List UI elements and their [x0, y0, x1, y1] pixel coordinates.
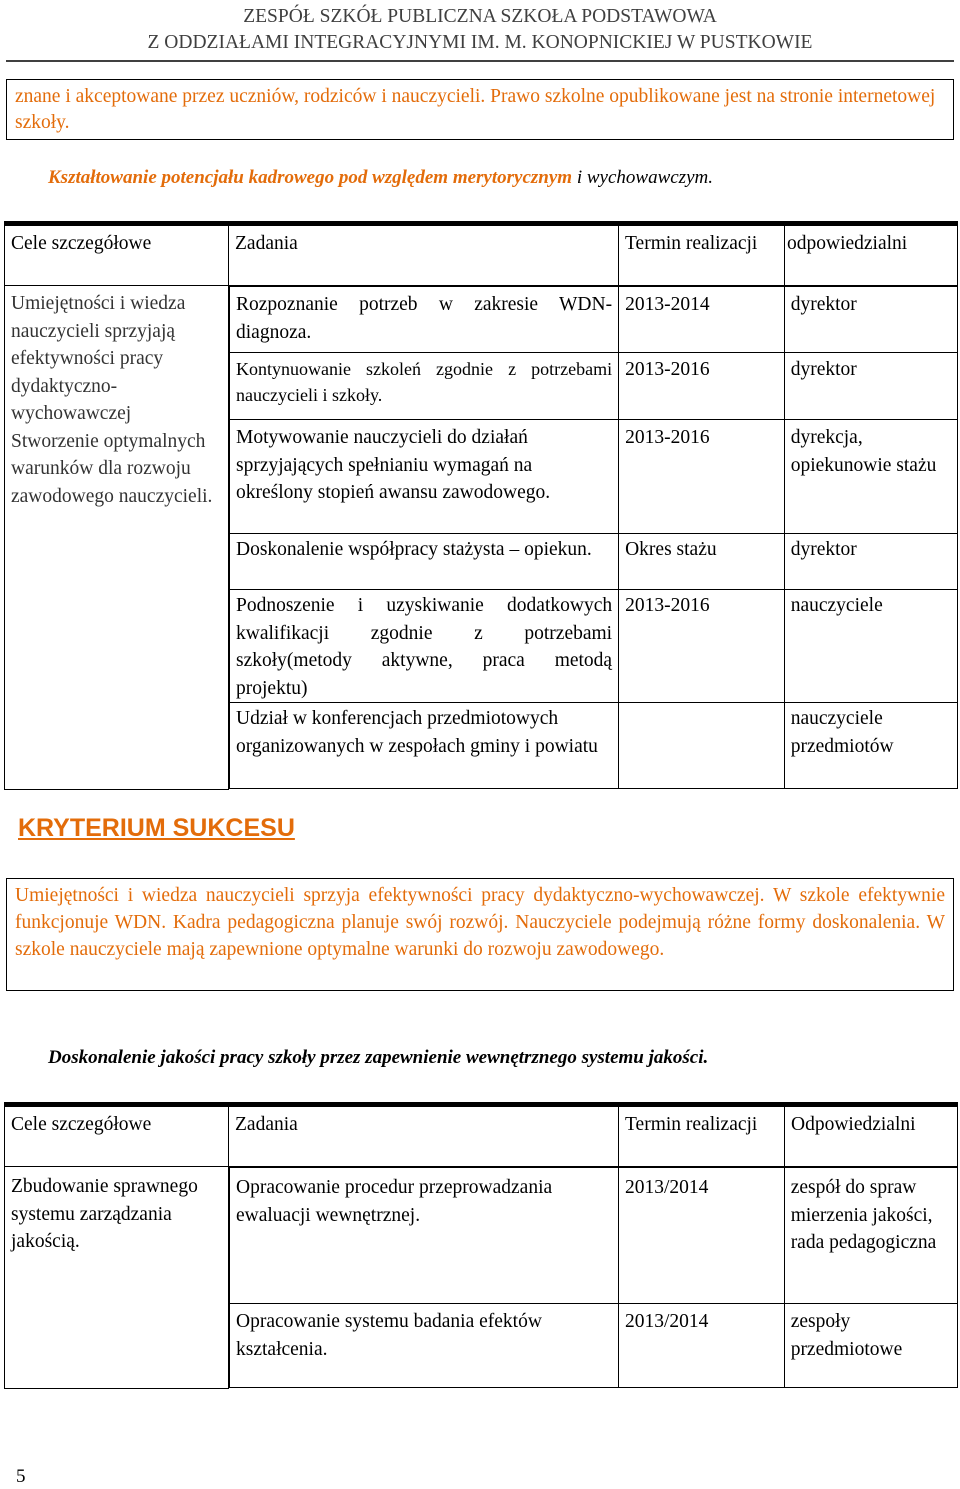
cel-cell — [5, 1167, 229, 1389]
section1-heading-rest: i wychowawczym. — [572, 167, 713, 188]
header-cele: Cele szczegółowe — [5, 1105, 229, 1167]
kryterium-text: Umiejętności i wiedza nauczycieli sprzyja efektywności pracy dydaktyczno-wychowawczej. W szkole efektywnie funkcjonuje WDN. Kadra pedagogiczna planuje swój rozwój. Nauczyciele podejmują różne formy doskonalenia. W szkole nauczyciele mają zapewnione optymalne warunki do rozwoju zawodowego. — [15, 885, 945, 960]
section1-heading — [48, 167, 713, 189]
task-cell: Udział w konferencjach przedmiotowych organizowanych w zespołach gminy i powiatu — [230, 703, 619, 789]
resp-cell: nauczyciele — [784, 590, 957, 703]
resp-cell: zespół do spraw mierzenia jakości, rada pedagogiczna — [784, 1168, 957, 1304]
task-cell: Opracowanie procedur przeprowadzania ewaluacji wewnętrznej. — [230, 1168, 619, 1304]
top-text-box — [6, 79, 954, 140]
section1-body-row — [5, 286, 958, 790]
header-odpowiedzialni: odpowiedzialni — [785, 224, 958, 286]
task-cell: Kontynuowanie szkoleń zgodnie z potrzebami nauczycieli i szkoły. — [230, 353, 619, 420]
section2-table — [4, 1102, 958, 1389]
table-row — [230, 703, 958, 789]
term-cell: 2013-2016 — [619, 353, 785, 420]
term-cell: 2013-2014 — [619, 287, 785, 353]
resp-cell: nauczyciele przedmiotów — [784, 703, 957, 789]
resp-cell: zespoły przedmiotowe — [784, 1304, 957, 1388]
header-cele: Cele szczegółowe — [5, 224, 229, 286]
header-zadania: Zadania — [229, 1105, 619, 1167]
resp-cell: dyrektor — [784, 287, 957, 353]
term-cell: 2013-2016 — [619, 420, 785, 534]
task-cell: Rozpoznanie potrzeb w zakresie WDN-diagnoza. — [230, 287, 619, 353]
table-row — [230, 420, 958, 534]
table-row — [230, 1304, 958, 1388]
section2-body-row — [5, 1167, 958, 1389]
table-row — [230, 534, 958, 590]
resp-cell: dyrektor — [784, 353, 957, 420]
header-odpowiedzialni: Odpowiedzialni — [785, 1105, 958, 1167]
page-header — [0, 4, 960, 56]
section1-heading-colored: Kształtowanie potencjału kadrowego pod względem merytorycznym — [48, 167, 573, 188]
header-line-1: ZESPÓŁ SZKÓŁ PUBLICZNA SZKOŁA PODSTAWOWA — [243, 6, 717, 27]
header-divider — [6, 60, 954, 62]
table-row — [230, 1168, 958, 1304]
section1-table — [4, 221, 958, 790]
term-cell — [619, 703, 785, 789]
resp-cell: dyrektor — [784, 534, 957, 590]
kryterium-title: KRYTERIUM SUKCESU — [18, 814, 295, 842]
header-termin: Termin realizacji — [619, 1105, 785, 1167]
task-cell: Opracowanie systemu badania efektów kształcenia. — [230, 1304, 619, 1388]
section2-header-row — [5, 1105, 958, 1167]
task-cell: Motywowanie nauczycieli do działań sprzyjających spełnianiu wymagań na określony stopień awansu zawodowego. — [230, 420, 619, 534]
page-number: 5 — [16, 1466, 26, 1487]
section1-tasks-cell — [229, 286, 958, 790]
task-cell: Podnoszenie i uzyskiwanie dodatkowych kwalifikacji zgodnie z potrzebami szkoły(metody aktywne, praca metodą projektu) — [230, 590, 619, 703]
term-cell: 2013/2014 — [618, 1168, 784, 1304]
header-line-2: Z ODDZIAŁAMI INTEGRACYJNYMI IM. M. KONOPNICKIEJ W PUSTKOWIE — [147, 32, 813, 53]
section2-tasks-cell — [229, 1167, 958, 1389]
table-row — [230, 590, 958, 703]
cel-cell — [5, 286, 229, 790]
kryterium-box — [6, 878, 954, 991]
task-cell: Doskonalenie współpracy stażysta – opiekun. — [230, 534, 619, 590]
header-termin: Termin realizacji — [619, 224, 785, 286]
term-cell: 2013-2016 — [619, 590, 785, 703]
resp-cell: dyrekcja, opiekunowie stażu — [784, 420, 957, 534]
cel-text-2: Stworzenie optymalnych warunków dla rozwoju zawodowego nauczycieli. — [11, 430, 213, 507]
section2-heading: Doskonalenie jakości pracy szkoły przez zapewnienie wewnętrznego systemu jakości. — [48, 1047, 709, 1068]
table-row — [230, 287, 958, 353]
header-zadania: Zadania — [229, 224, 619, 286]
term-cell: 2013/2014 — [618, 1304, 784, 1388]
term-cell: Okres stażu — [619, 534, 785, 590]
section1-header-row — [5, 224, 958, 286]
section1-tasks — [229, 286, 958, 789]
top-box-text: znane i akceptowane przez uczniów, rodziców i nauczycieli. Prawo szkolne opublikowane jest na stronie internetowej szkoły. — [15, 86, 936, 133]
table-row — [230, 353, 958, 420]
section2-tasks — [229, 1167, 958, 1388]
cel-text-1: Umiejętności i wiedza nauczycieli sprzyjają efektywności pracy dydaktyczno- wychowawczej — [11, 293, 186, 424]
cel-text: Zbudowanie sprawnego systemu zarządzania jakością. — [11, 1176, 198, 1252]
